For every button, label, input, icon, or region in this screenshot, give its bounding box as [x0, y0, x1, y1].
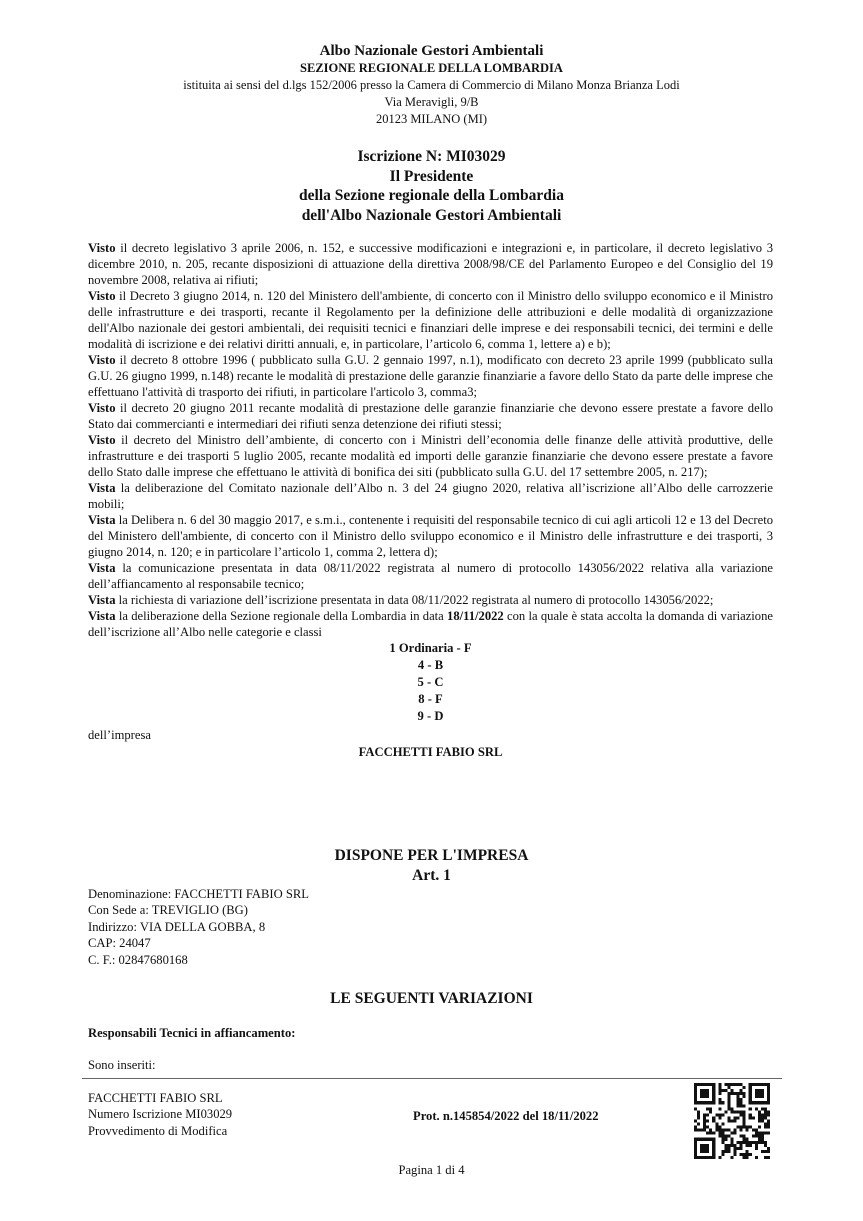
header-city: 20123 MILANO (MI) — [375, 112, 488, 126]
category-item: 5 - C — [417, 675, 444, 689]
paragraph — [88, 288, 773, 352]
paragraph-text: il decreto legislativo 3 aprile 2006, n. 152, e successive modificazioni e integrazioni e, in particolare, il decreto legislativo 3 dicembre 2010, n. 205, recante disposizioni di attuazione della direttiva 2008/98/CE del Parlamento Europeo e del Consiglio del 19 novembre 2008, relativa ai rifiuti; — [88, 241, 773, 287]
footer-provvedimento: Provvedimento di Modifica — [88, 1123, 228, 1138]
category-item: 9 - D — [417, 709, 444, 723]
paragraph-text: il decreto del Ministro dell’ambiente, di concerto con i Ministri dell’economia delle finanze delle attività produttive, delle infrastrutture e dei trasporti 5 luglio 2005, recante modalità ed importi delle garanzie finanziarie che devono essere prestate a favore dello Stato dalle imprese che effettuano le attività di bonifica dei siti (pubblicato sulla G.U. del 17 settembre 2005, n. 217); — [88, 433, 773, 479]
info-sede: Con Sede a: TREVIGLIO (BG) — [88, 903, 248, 918]
footer-numero: Numero Iscrizione MI03029 — [88, 1107, 233, 1122]
vista-word: Vista — [88, 593, 116, 607]
header-istituita: istituita ai sensi del d.lgs 152/2006 presso la Camera di Commercio di Milano Monza Brianza Lodi — [183, 78, 680, 92]
company-info — [88, 886, 309, 968]
paragraph-text: il decreto 20 giugno 2011 recante modalità di prestazione delle garanzie finanziarie che devono essere prestate a favore dello Stato dai commercianti e intermediari dei rifiuti senza detenzione dei rifiuti stessi; — [88, 401, 773, 431]
paragraph — [88, 560, 773, 592]
footer-info — [88, 1090, 232, 1139]
dell-impresa-text: dell’impresa — [88, 728, 151, 742]
company-name: FACCHETTI FABIO SRL — [358, 745, 503, 759]
page-number: Pagina 1 di 4 — [398, 1163, 465, 1177]
protocol-number: Prot. n.145854/2022 del 18/11/2022 — [413, 1109, 599, 1123]
vista-word: Vista — [88, 513, 116, 527]
vista-word: Vista — [88, 481, 116, 495]
header-sezione: SEZIONE REGIONALE DELLA LOMBARDIA — [300, 61, 563, 75]
footer-company: FACCHETTI FABIO SRL — [88, 1091, 223, 1105]
title-albo: dell'Albo Nazionale Gestori Ambientali — [301, 206, 562, 224]
iscrizione-number: Iscrizione N: MI03029 — [357, 148, 506, 165]
sono-inseriti-label: Sono inseriti: — [88, 1058, 156, 1072]
paragraph — [88, 400, 773, 432]
category-item: 4 - B — [417, 658, 444, 672]
visto-word: Visto — [88, 353, 116, 367]
paragraph — [88, 480, 773, 512]
title-sezione: della Sezione regionale della Lombardia — [299, 187, 564, 204]
category-item: 1 Ordinaria - F — [389, 641, 472, 655]
document-body — [88, 240, 773, 760]
paragraph — [88, 608, 773, 640]
info-indirizzo: Indirizzo: VIA DELLA GOBBA, 8 — [88, 919, 266, 934]
document-title — [0, 147, 863, 225]
paragraph-text: il decreto 8 ottobre 1996 ( pubblicato sulla G.U. 2 gennaio 1997, n.1), modificato con decreto 23 aprile 1999 (pubblicato sulla G.U. 26 giugno 1999, n.148) recante le modalità di prestazione delle garanzie finanziarie a favore dello Stato da parte delle imprese che effettuano l'attività di trasporto dei rifiuti, in particolare l'articolo 3, comma3; — [88, 353, 773, 399]
paragraph — [88, 352, 773, 400]
paragraph — [88, 592, 773, 608]
paragraph-text: il Decreto 3 giugno 2014, n. 120 del Ministero dell'ambiente, di concerto con il Ministro dello sviluppo economico e il Ministro delle infrastrutture e dei trasporti, recante il Regolamento per la definizione delle attribuzioni e delle modalità di organizzazione dell'Albo nazionale dei gestori ambientali, dei requisiti tecnici e finanziari delle imprese e dei responsabili tecnici, dei termini e delle modalità di iscrizione e dei relativi diritti annuali, e, in particolare, l’articolo 6, comma 1, lettere a) e b); — [88, 289, 773, 351]
visto-word: Visto — [88, 401, 116, 415]
categories-list — [88, 640, 773, 725]
footer-divider — [82, 1078, 782, 1079]
paragraph-text: la deliberazione del Comitato nazionale dell’Albo n. 3 del 24 giugno 2020, relativa all’iscrizione all’Albo delle carrozzerie mobili; — [88, 481, 773, 511]
info-denominazione: Denominazione: FACCHETTI FABIO SRL — [88, 887, 309, 901]
title-presidente: Il Presidente — [389, 167, 474, 185]
paragraph — [88, 512, 773, 560]
visto-word: Visto — [88, 289, 116, 303]
dispone-text: DISPONE PER L'IMPRESA — [334, 847, 529, 864]
paragraph-text: la deliberazione della Sezione regionale della Lombardia in data — [115, 609, 448, 623]
info-cap: CAP: 24047 — [88, 936, 151, 951]
responsabili-label: Responsabili Tecnici in affiancamento: — [88, 1026, 296, 1040]
dispone-heading — [0, 846, 863, 886]
paragraph — [88, 240, 773, 288]
visto-word: Visto — [88, 433, 116, 447]
paragraph-text: la Delibera n. 6 del 30 maggio 2017, e s.m.i., contenente i requisiti del responsabile tecnico di cui agli articoli 12 e 13 del Decreto del Ministero dell'ambiente, di concerto con il Ministro dello sviluppo economico e il Ministro delle infrastrutture e dei trasporti, 3 giugno 2014, n. 120; e in particolare l’articolo 1, comma 2, lettera d); — [88, 513, 773, 559]
visto-word: Visto — [88, 241, 116, 255]
paragraph-text: la comunicazione presentata in data 08/11/2022 registrata al numero di protocollo 143056/2022 relativa alla variazione dell’affiancamento al responsabile tecnico; — [88, 561, 773, 591]
variazioni-heading: LE SEGUENTI VARIAZIONI — [330, 990, 533, 1007]
qr-code-icon — [694, 1083, 770, 1159]
info-cf: C. F.: 02847680168 — [88, 952, 188, 967]
category-item: 8 - F — [418, 692, 443, 706]
header-albo: Albo Nazionale Gestori Ambientali — [319, 43, 544, 59]
vista-word: Vista — [88, 561, 116, 575]
deliberation-date: 18/11/2022 — [447, 609, 504, 623]
paragraph-text: con la quale è stata accolta la domanda di variazione dell’iscrizione all’Albo nelle categorie e classi — [88, 609, 773, 639]
article-number: Art. 1 — [412, 867, 451, 884]
document-header — [0, 43, 863, 128]
paragraph-text: la richiesta di variazione dell’iscrizione presentata in data 08/11/2022 registrata al numero di protocollo 143056/2022; — [115, 593, 714, 607]
paragraph — [88, 432, 773, 480]
vista-word: Vista — [88, 609, 116, 623]
header-address: Via Meravigli, 9/B — [384, 95, 479, 109]
